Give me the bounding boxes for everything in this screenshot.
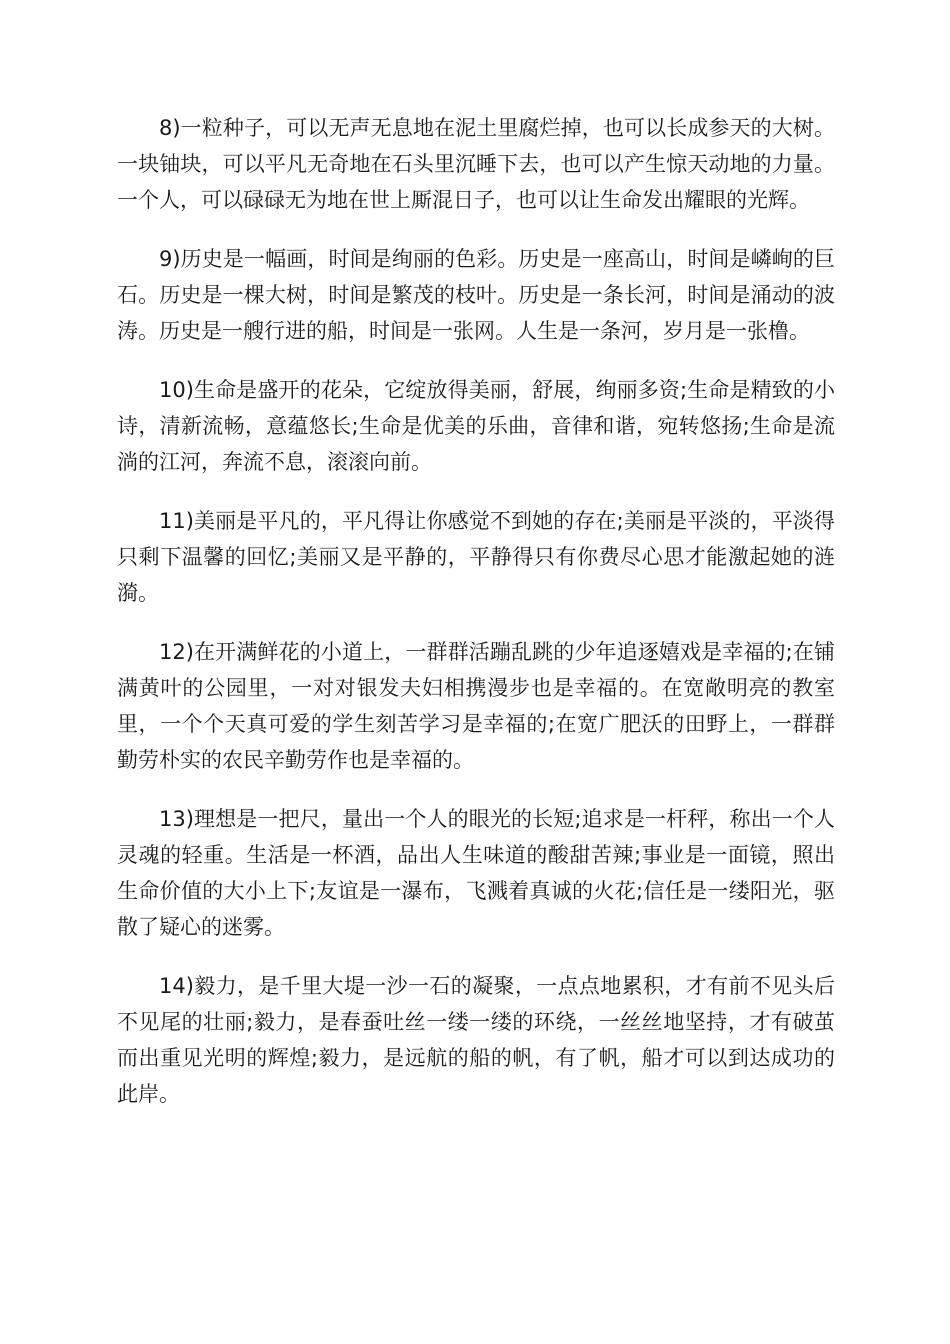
paragraph-11: 11)美丽是平凡的，平凡得让你感觉不到她的存在;美丽是平淡的，平淡得只剩下温馨的回忆;美丽又是平静的，平静得只有你费尽心思才能激起她的涟漪。 (117, 509, 835, 605)
document-body (117, 110, 835, 1135)
paragraph-12: 12)在开满鲜花的小道上，一群群活蹦乱跳的少年追逐嬉戏是幸福的;在铺满黄叶的公园里，一对对银发夫妇相携漫步也是幸福的。在宽敞明亮的教室里，一个个天真可爱的学生刻苦学习是幸福的;在宽广肥沃的田野上，一群群勤劳朴实的农民辛勤劳作也是幸福的。 (117, 640, 835, 772)
paragraph-9: 9)历史是一幅画，时间是绚丽的色彩。历史是一座高山，时间是嶙峋的巨石。历史是一棵大树，时间是繁茂的枝叶。历史是一条长河，时间是涌动的波涛。历史是一艘行进的船，时间是一张网。人生是一条河，岁月是一张橹。 (117, 247, 835, 343)
paragraph-13: 13)理想是一把尺，量出一个人的眼光的长短;追求是一杆秤，称出一个人灵魂的轻重。生活是一杯酒，品出人生味道的酸甜苦辣;事业是一面镜，照出生命价值的大小上下;友谊是一瀑布，飞溅着真诚的火花;信任是一缕阳光，驱散了疑心的迷雾。 (117, 807, 835, 939)
paragraph-10: 10)生命是盛开的花朵，它绽放得美丽，舒展，绚丽多资;生命是精致的小诗，清新流畅，意蕴悠长;生命是优美的乐曲，音律和谐，宛转悠扬;生命是流淌的江河，奔流不息，滚滚向前。 (117, 378, 835, 474)
paragraph-8: 8)一粒种子，可以无声无息地在泥土里腐烂掉，也可以长成参天的大树。一块铀块，可以平凡无奇地在石头里沉睡下去，也可以产生惊天动地的力量。一个人，可以碌碌无为地在世上厮混日子，也可以让生命发出耀眼的光辉。 (117, 116, 835, 212)
paragraph-14: 14)毅力，是千里大堤一沙一石的凝聚，一点点地累积，才有前不见头后不见尾的壮丽;毅力，是春蚕吐丝一缕一缕的环绕，一丝丝地坚持，才有破茧而出重见光明的辉煌;毅力，是远航的船的帆，有了帆，船才可以到达成功的此岸。 (117, 974, 835, 1106)
